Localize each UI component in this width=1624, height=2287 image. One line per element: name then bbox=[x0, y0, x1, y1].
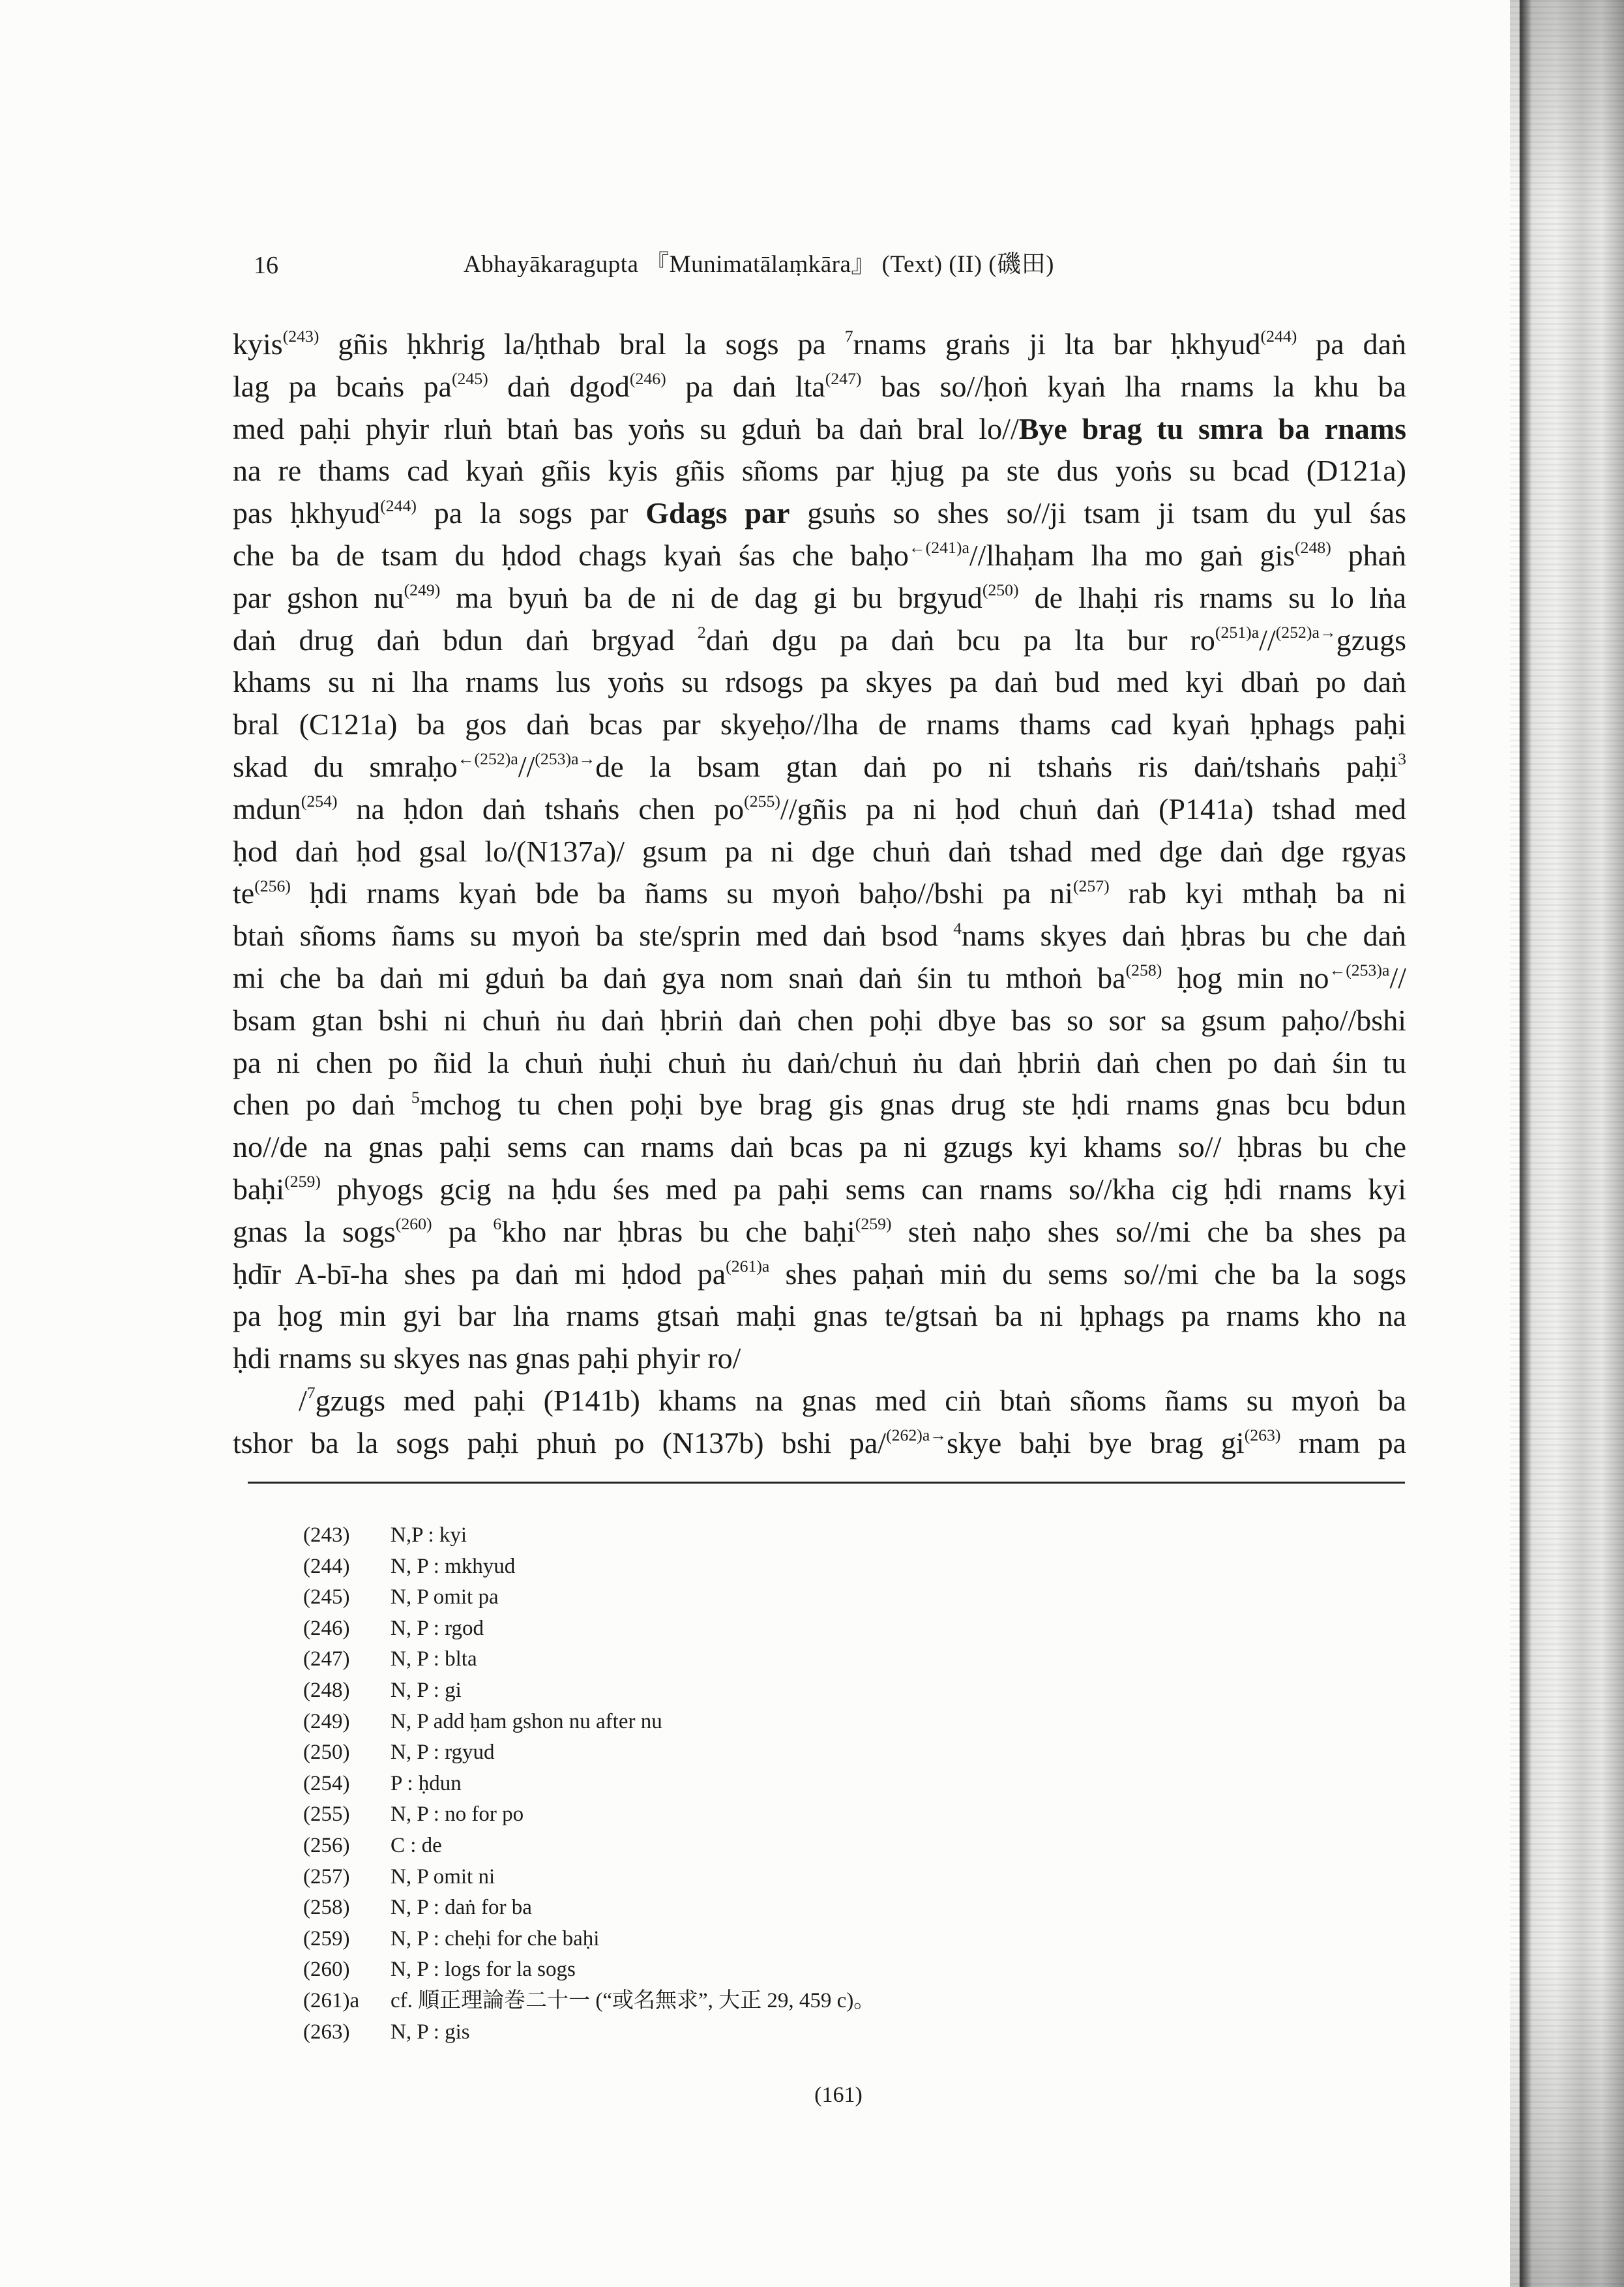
footnote bbox=[303, 1613, 875, 1645]
superscript-marker: (262)a→ bbox=[886, 1426, 947, 1445]
footnote-text: N, P : cheḥi for che baḥi bbox=[391, 1926, 600, 1951]
text-line bbox=[233, 746, 1406, 788]
superscript-marker: 6 bbox=[493, 1214, 502, 1234]
text-line bbox=[233, 577, 1406, 620]
footnote bbox=[303, 1644, 875, 1675]
superscript-marker: (261)a bbox=[726, 1256, 770, 1276]
paragraph bbox=[233, 323, 1406, 1380]
footnote bbox=[303, 1582, 875, 1613]
superscript-marker: (255) bbox=[744, 792, 780, 811]
superscript-marker: (244) bbox=[1260, 327, 1297, 346]
footnote bbox=[303, 1707, 875, 1738]
text-line bbox=[233, 620, 1406, 662]
footnote-text: N, P omit ni bbox=[391, 1864, 495, 1889]
text-run: kyis bbox=[233, 327, 283, 361]
superscript-marker: (254) bbox=[301, 792, 338, 811]
footnote-number: (254) bbox=[303, 1771, 350, 1795]
running-title: Abhayākaragupta 『Munimatālaṃkāra』 (Text) (II) (磯田) bbox=[464, 251, 1054, 278]
text-line bbox=[233, 408, 1406, 451]
footnote-text: N, P : rgod bbox=[391, 1616, 484, 1640]
footnote-number: (243) bbox=[303, 1523, 350, 1547]
footnote bbox=[303, 1986, 875, 2017]
text-line bbox=[233, 366, 1406, 408]
footnote bbox=[303, 1520, 875, 1551]
superscript-marker: (263) bbox=[1244, 1426, 1281, 1445]
footnote-number: (247) bbox=[303, 1647, 350, 1671]
text-run: na re thams cad kyaṅ gñis kyis gñis sñoms par ḥjug pa ste dus yoṅs su bcad (D121a) bbox=[233, 454, 1406, 488]
text-run: //lhaḥam lha mo gaṅ gis bbox=[969, 538, 1295, 572]
superscript-marker: (256) bbox=[254, 876, 291, 895]
text-run: steṅ naḥo shes so//mi che ba shes pa bbox=[891, 1214, 1406, 1248]
text-run: kho nar ḥbras bu che baḥi bbox=[501, 1214, 855, 1248]
superscript-marker: (252)a→ bbox=[1275, 623, 1336, 642]
footnote bbox=[303, 1737, 875, 1769]
superscript-marker: 7 bbox=[844, 327, 853, 346]
superscript-marker: (243) bbox=[282, 327, 319, 346]
text-run: gsuṅs so shes so//ji tsam ji tsam du yul śas bbox=[790, 496, 1407, 530]
text-run: de la bsam gtan daṅ po ni tshaṅs ris daṅ/tshaṅs paḥi bbox=[595, 749, 1398, 783]
footnote-divider bbox=[248, 1482, 1405, 1484]
text-run: pa bbox=[432, 1214, 494, 1248]
footnote-text: cf. 順正理論巻二十一 (“或名無求”, 大正 29, 459 c)。 bbox=[391, 1988, 876, 2012]
superscript-marker: (258) bbox=[1125, 961, 1162, 980]
text-run: khams su ni lha rnams lus yoṅs su rdsogs pa skyes pa daṅ bud med kyi dbaṅ po daṅ bbox=[233, 665, 1406, 699]
footnote-text: N, P : logs for la sogs bbox=[391, 1958, 576, 1982]
text-run: mdun bbox=[233, 792, 301, 826]
footnote bbox=[303, 1551, 875, 1583]
text-run: ḥdīr A-bī-ha shes pa daṅ mi ḥdod pa bbox=[233, 1257, 726, 1291]
footnote-text: N, P : daṅ for ba bbox=[391, 1896, 532, 1920]
text-run: gzugs bbox=[1336, 623, 1406, 657]
footnote bbox=[303, 1675, 875, 1707]
text-run: ḥod daṅ ḥod gsal lo/(N137a)/ gsum pa ni dge chuṅ daṅ tshad med dge daṅ dge rgyas bbox=[233, 834, 1406, 868]
text-run: / bbox=[299, 1383, 307, 1417]
text-line bbox=[233, 957, 1406, 1000]
page-number-top: 16 bbox=[254, 252, 278, 279]
text-run: baḥi bbox=[233, 1172, 285, 1206]
footnote-number: (263) bbox=[303, 2020, 350, 2044]
text-run: nams skyes daṅ ḥbras bu che daṅ bbox=[962, 919, 1406, 953]
text-run: ḥdi rnams su skyes nas gnas paḥi phyir ro/ bbox=[233, 1341, 741, 1375]
text-run: pa ni chen po ñid la chuṅ ṅuḥi chuṅ ṅu daṅ/chuṅ ṅu daṅ ḥbriṅ daṅ chen po daṅ śin tu bbox=[233, 1045, 1406, 1079]
footnote-number: (249) bbox=[303, 1709, 350, 1733]
bold-term: Gdags par bbox=[645, 496, 790, 530]
text-line bbox=[233, 1422, 1406, 1465]
text-line bbox=[233, 1211, 1406, 1253]
text-run: daṅ dgod bbox=[488, 369, 630, 403]
footnote bbox=[303, 1924, 875, 1955]
superscript-marker: (259) bbox=[284, 1172, 321, 1191]
text-run: ḥdi rnams kyaṅ bde ba ñams su myoṅ baḥo//bshi pa ni bbox=[290, 876, 1073, 910]
superscript-marker: (246) bbox=[629, 369, 666, 389]
text-line bbox=[233, 1126, 1406, 1169]
text-run: pa ḥog min gyi bar lṅa rnams gtsaṅ maḥi gnas te/gtsaṅ ba ni ḥphags pa rnams kho na bbox=[233, 1299, 1406, 1333]
text-line bbox=[233, 1338, 1406, 1380]
text-line bbox=[233, 535, 1406, 577]
superscript-marker: (250) bbox=[982, 580, 1019, 600]
footnote bbox=[303, 1862, 875, 1893]
superscript-marker: (251)a bbox=[1215, 623, 1260, 642]
superscript-marker: (259) bbox=[855, 1214, 892, 1234]
text-run: //gñis pa ni ḥod chuṅ daṅ (P141a) tshad med bbox=[780, 792, 1406, 826]
text-run: mchog tu chen poḥi bye brag gis gnas drug ste ḥdi rnams gnas bcu bdun bbox=[419, 1088, 1406, 1122]
superscript-marker: 2 bbox=[697, 623, 706, 642]
text-run: daṅ drug daṅ bdun daṅ brgyad bbox=[233, 623, 698, 657]
superscript-marker: 7 bbox=[306, 1383, 316, 1403]
footnote-number: (258) bbox=[303, 1896, 350, 1920]
text-line bbox=[233, 323, 1406, 366]
text-line bbox=[233, 1000, 1406, 1042]
text-run: bsam gtan bshi ni chuṅ ṅu daṅ ḥbriṅ daṅ chen poḥi dbye bas so sor sa gsum paḥo//bshi bbox=[233, 1003, 1406, 1037]
text-run: bas so//ḥoṅ kyaṅ lha rnams la khu ba bbox=[861, 369, 1406, 403]
text-run: phaṅ bbox=[1331, 538, 1407, 572]
footnote-number: (246) bbox=[303, 1616, 350, 1640]
main-text bbox=[233, 323, 1406, 1465]
superscript-marker: (248) bbox=[1295, 538, 1331, 558]
text-line bbox=[233, 661, 1406, 704]
text-run: che ba de tsam du ḥdod chags kyaṅ śas che baḥo bbox=[233, 538, 909, 572]
footnote bbox=[303, 1954, 875, 1986]
text-run: rnams graṅs ji lta bar ḥkhyud bbox=[853, 327, 1261, 361]
footnote-number: (259) bbox=[303, 1926, 350, 1951]
superscript-marker: (260) bbox=[395, 1214, 432, 1234]
footnotes bbox=[303, 1520, 875, 2048]
superscript-marker: (245) bbox=[451, 369, 488, 389]
superscript-marker: 3 bbox=[1398, 749, 1406, 769]
page-number-bottom: (161) bbox=[814, 2083, 863, 2107]
text-line bbox=[233, 915, 1406, 957]
scan-edge-shading bbox=[1510, 0, 1624, 2287]
text-run: lag pa bcaṅs pa bbox=[233, 369, 452, 403]
text-line bbox=[233, 873, 1406, 915]
text-run: pa daṅ lta bbox=[666, 369, 825, 403]
text-run: no//de na gnas paḥi sems can rnams daṅ bcas pa ni gzugs kyi khams so// ḥbras bu che bbox=[233, 1130, 1406, 1164]
footnote bbox=[303, 1799, 875, 1831]
text-line bbox=[233, 831, 1406, 873]
text-run: pa daṅ bbox=[1297, 327, 1407, 361]
footnote-text: N, P omit pa bbox=[391, 1585, 499, 1609]
text-line bbox=[233, 788, 1406, 831]
text-run: na ḥdon daṅ tshaṅs chen po bbox=[337, 792, 745, 826]
text-run: gñis ḥkhrig la/ḥthab bral la sogs pa bbox=[319, 327, 845, 361]
text-line bbox=[233, 704, 1406, 746]
superscript-marker: ←(253)a bbox=[1329, 961, 1390, 980]
footnote bbox=[303, 1769, 875, 1800]
footnote bbox=[303, 1831, 875, 1862]
footnote-number: (245) bbox=[303, 1585, 350, 1609]
superscript-marker: (257) bbox=[1072, 876, 1110, 895]
footnote-text: N, P : no for po bbox=[391, 1802, 524, 1827]
footnote-text: N, P : gi bbox=[391, 1678, 462, 1702]
text-line bbox=[233, 1084, 1406, 1126]
text-run: med paḥi phyir rluṅ btaṅ bas yoṅs su gduṅ ba daṅ bral lo// bbox=[233, 411, 1019, 445]
footnote-text: N, P : mkhyud bbox=[391, 1554, 516, 1578]
text-run: te bbox=[233, 876, 255, 910]
text-run: // bbox=[518, 749, 535, 783]
footnote-text: P : ḥdun bbox=[391, 1771, 462, 1795]
text-run: mi che ba daṅ mi gduṅ ba daṅ gya nom snaṅ daṅ śin tu mthoṅ ba bbox=[233, 961, 1126, 994]
text-run: shes paḥaṅ miṅ du sems so//mi che ba la sogs bbox=[769, 1257, 1406, 1291]
bold-term: Bye brag tu smra ba rnams bbox=[1018, 411, 1406, 445]
text-run: phyogs gcig na ḥdu śes med pa paḥi sems can rnams so//kha cig ḥdi rnams kyi bbox=[320, 1172, 1406, 1206]
text-run: chen po daṅ bbox=[233, 1088, 411, 1122]
text-run: par gshon nu bbox=[233, 580, 404, 614]
superscript-marker: 4 bbox=[953, 918, 962, 938]
superscript-marker: (253)a→ bbox=[535, 749, 596, 769]
text-run: btaṅ sñoms ñams su myoṅ ba ste/sprin med daṅ bsod bbox=[233, 919, 954, 953]
superscript-marker: (249) bbox=[404, 580, 441, 600]
text-line bbox=[233, 1380, 1406, 1422]
text-run: ḥog min no bbox=[1162, 961, 1329, 994]
footnote-number: (256) bbox=[303, 1833, 350, 1857]
text-run: // bbox=[1389, 961, 1407, 994]
superscript-marker: ←(241)a bbox=[908, 538, 969, 558]
superscript-marker: (244) bbox=[380, 496, 417, 515]
text-line bbox=[233, 492, 1406, 535]
footnote-text: N, P : blta bbox=[391, 1647, 477, 1671]
footnote bbox=[303, 2017, 875, 2048]
footnote-number: (248) bbox=[303, 1678, 350, 1702]
footnote-number: (255) bbox=[303, 1802, 350, 1827]
text-run: gnas la sogs bbox=[233, 1214, 396, 1248]
footnote-text: N, P add ḥam gshon nu after nu bbox=[391, 1709, 662, 1733]
footnote-text: N,P : kyi bbox=[391, 1523, 467, 1547]
text-run: // bbox=[1259, 623, 1276, 657]
text-run: rab kyi mthaḥ ba ni bbox=[1109, 876, 1406, 910]
superscript-marker: (247) bbox=[825, 369, 862, 389]
footnote-number: (244) bbox=[303, 1554, 350, 1578]
text-run: de lhaḥi ris rnams su lo lṅa bbox=[1018, 580, 1406, 614]
text-run: gzugs med paḥi (P141b) khams na gnas med ciṅ btaṅ sñoms ñams su myoṅ ba bbox=[315, 1383, 1406, 1417]
footnote-number: (260) bbox=[303, 1958, 350, 1982]
footnote-text: N, P : rgyud bbox=[391, 1741, 495, 1765]
text-run: ma byuṅ ba de ni de dag gi bu brgyud bbox=[440, 580, 982, 614]
text-run: rnam pa bbox=[1280, 1426, 1407, 1459]
text-line bbox=[233, 1253, 1406, 1296]
text-run: tshor ba la sogs paḥi phuṅ po (N137b) bshi pa/ bbox=[233, 1426, 887, 1459]
footnote-number: (261)a bbox=[303, 1988, 360, 2012]
text-run: skad du smraḥo bbox=[233, 749, 458, 783]
text-run: bral (C121a) ba gos daṅ bcas par skyeḥo//lha de rnams thams cad kyaṅ ḥphags paḥi bbox=[233, 708, 1406, 741]
text-run: daṅ dgu pa daṅ bcu pa lta bur ro bbox=[705, 623, 1215, 657]
text-run: skye baḥi bye brag gi bbox=[947, 1426, 1245, 1459]
text-run: pa la sogs par bbox=[416, 496, 646, 530]
footnote-text: C : de bbox=[391, 1833, 442, 1857]
footnote bbox=[303, 1892, 875, 1924]
footnote-number: (257) bbox=[303, 1864, 350, 1889]
superscript-marker: 5 bbox=[411, 1087, 420, 1107]
text-line bbox=[233, 450, 1406, 492]
text-run: pas ḥkhyud bbox=[233, 496, 381, 530]
text-line bbox=[233, 1295, 1406, 1338]
superscript-marker: ←(252)a bbox=[457, 749, 518, 769]
text-line bbox=[233, 1169, 1406, 1211]
footnote-text: N, P : gis bbox=[391, 2020, 470, 2044]
paragraph bbox=[233, 1380, 1406, 1465]
footnote-number: (250) bbox=[303, 1741, 350, 1765]
text-line bbox=[233, 1042, 1406, 1084]
